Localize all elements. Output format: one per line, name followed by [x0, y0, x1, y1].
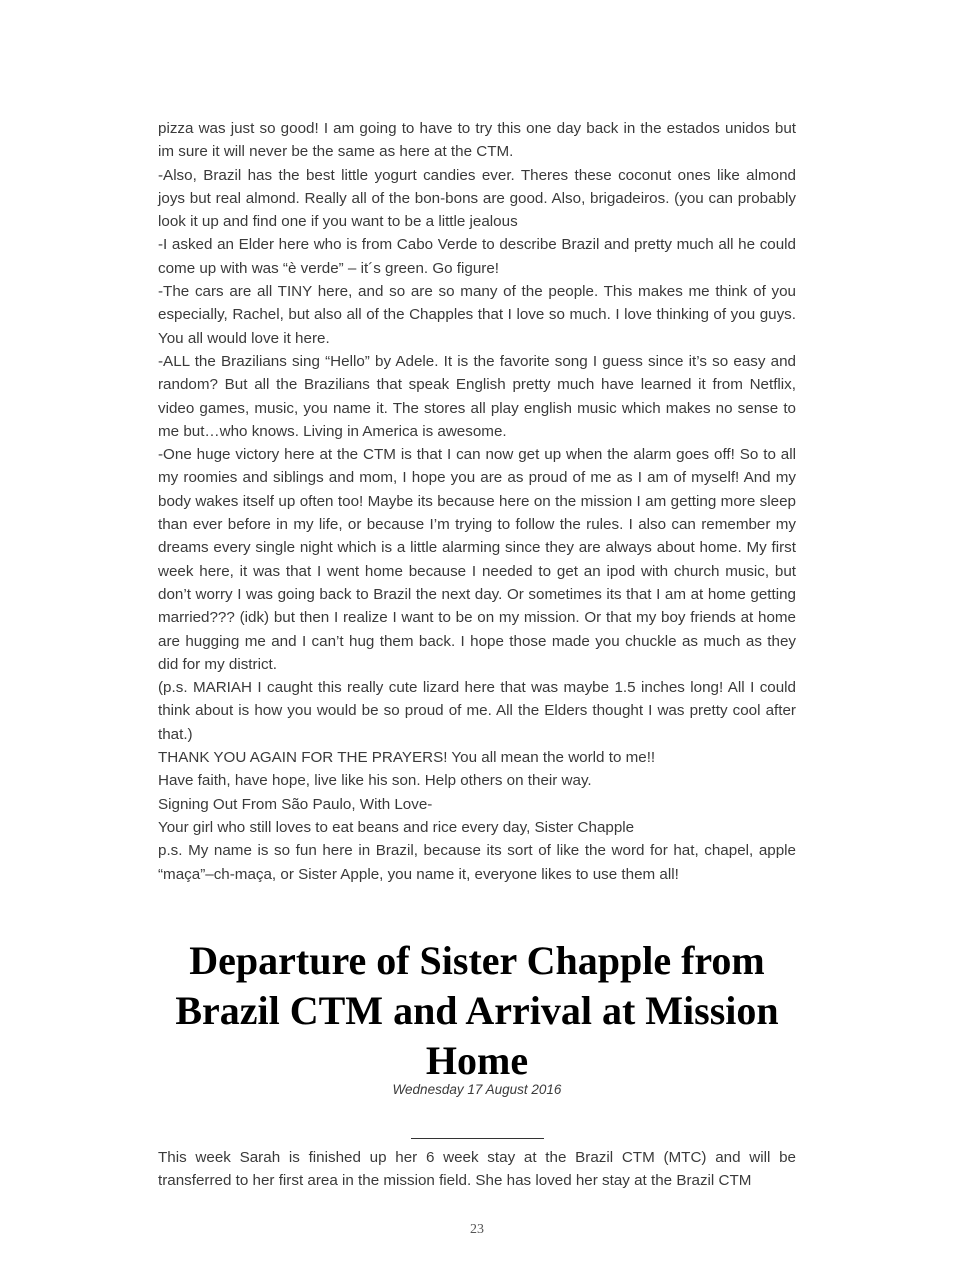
section-intro: This week Sarah is finished up her 6 week stay at the Brazil CTM (MTC) and will be transferred to her first area in the mission field. She has loved her stay at the Brazil CTM — [158, 1149, 796, 1190]
paragraph-alarm-victory: -One huge victory here at the CTM is that I can now get up when the alarm goes off! So to all my roomies and siblings and mom, I hope you are as proud of me as I am of myself! And my body wakes itself up often too! Maybe its because here on the mission I am getting more sleep than ever before in my life, or because I’m trying to follow the rules. I also can remember my dreams every single night which is a little alarming since they are always about home. My first week here, it was that I went home because I needed to get an ipod with church music, but don’t worry I was going back to Brazil the next day. Or sometimes its that I am at home getting married??? (idk) but then I realize I want to be on my mission. Or that my boy friends at home are hugging me and I can’t hug them back. I hope those made you chuckle as much as they did for my district. — [158, 446, 796, 673]
paragraph-signing-out: Signing Out From São Paulo, With Love- — [158, 795, 433, 813]
paragraph-thanks: THANK YOU AGAIN FOR THE PRAYERS! You all mean the world to me!! — [158, 749, 656, 767]
paragraph-tiny-cars: -The cars are all TINY here, and so are so many of the people. This makes me think of you especially, Rachel, but also all of the Chapples that I love so much. I love thinking of you guys. You all would love it here. — [158, 283, 796, 347]
paragraph-faith: Have faith, have hope, live like his son. Help others on their way. — [158, 772, 592, 790]
paragraph-yogurt-candies: -Also, Brazil has the best little yogurt candies ever. Theres these coconut ones like almond joys but real almond. Really all of the bon-bons are good. Also, brigadeiros. (you can probably look it up and find one if you want to be a little jealous — [158, 166, 796, 231]
section-divider — [411, 1138, 544, 1139]
letter-body — [158, 117, 796, 886]
section-date: Wednesday 17 August 2016 — [392, 1082, 562, 1097]
paragraph-adele: -ALL the Brazilians sing “Hello” by Adele. It is the favorite song I guess since it’s so easy and random? But all the Brazilians that speak English pretty much have learned it from Netflix, video games, music, you name it. The stores all play english music which makes no sense to me but…who knows. Living in America is awesome. — [158, 352, 796, 440]
paragraph-pizza: pizza was just so good! I am going to have to try this one day back in the estados unidos but im sure it will never be the same as here at the CTM. — [158, 120, 796, 161]
paragraph-lizard: (p.s. MARIAH I caught this really cute lizard here that was maybe 1.5 inches long! All I could think about is how you would be so proud of me. All the Elders thought I was pretty cool after that.) — [158, 679, 796, 743]
paragraph-signature: Your girl who still loves to eat beans and rice every day, Sister Chapple — [158, 818, 635, 836]
page-number: 23 — [470, 1222, 484, 1237]
section-title: Departure of Sister Chapple from Brazil CTM and Arrival at Mission Home — [175, 938, 779, 1083]
paragraph-postscript: p.s. My name is so fun here in Brazil, because its sort of like the word for hat, chapel, apple “maça”–ch-maça, or Sister Apple, you name it, everyone likes to use them all! — [158, 842, 796, 883]
paragraph-cabo-verde: -I asked an Elder here who is from Cabo Verde to describe Brazil and pretty much all he could come up with was “è verde” – it´s green. Go figure! — [158, 236, 796, 277]
